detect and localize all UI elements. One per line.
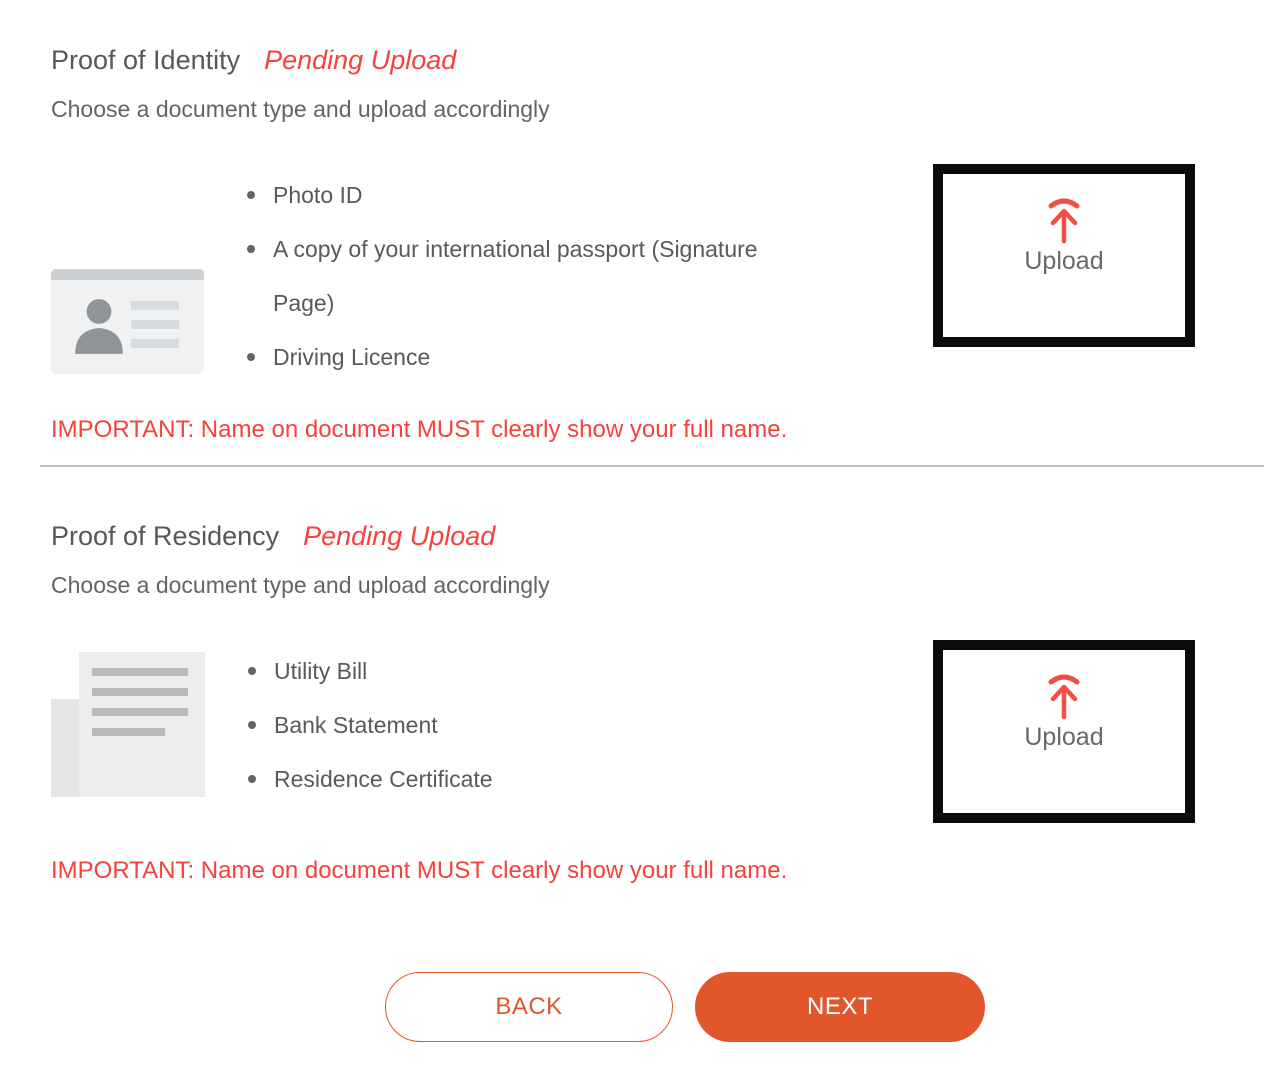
identity-document-list <box>204 168 818 384</box>
section-proof-of-identity <box>0 0 1264 444</box>
upload-label: Upload <box>1024 723 1104 752</box>
section-title: Proof of Residency <box>51 521 280 552</box>
list-item: A copy of your international passport (Signature Page) <box>245 222 818 330</box>
status-pending-upload: Pending Upload <box>303 521 496 552</box>
status-pending-upload: Pending Upload <box>264 45 457 75</box>
residency-content-row <box>51 640 1264 823</box>
next-button[interactable]: NEXT <box>695 972 985 1042</box>
section-subtitle: Choose a document type and upload accordingly <box>51 96 550 123</box>
list-item: Bank Statement <box>246 698 493 752</box>
list-item: Utility Bill <box>246 644 493 698</box>
important-note: IMPORTANT: Name on document MUST clearly show your full name. <box>51 415 788 443</box>
identity-content-row <box>51 164 1264 384</box>
identity-upload-button[interactable] <box>933 164 1195 347</box>
list-item: Residence Certificate <box>246 752 493 806</box>
navigation-button-row <box>0 972 1264 1042</box>
document-text-line <box>92 728 165 736</box>
document-text-line <box>92 668 188 676</box>
person-silhouette-icon <box>68 295 130 359</box>
id-card-icon <box>51 269 204 374</box>
important-note: IMPORTANT: Name on document MUST clearly show your full name. <box>51 857 788 885</box>
upload-arrow-icon <box>1047 196 1081 244</box>
section-header <box>51 521 1264 552</box>
upload-arrow-icon <box>1047 672 1081 720</box>
section-title: Proof of Identity <box>51 45 241 75</box>
residency-document-list <box>205 644 493 806</box>
section-divider <box>40 465 1264 467</box>
document-front-page <box>79 652 205 797</box>
upload-label: Upload <box>1024 246 1104 275</box>
id-card-text-line <box>131 320 179 329</box>
residency-upload-button[interactable] <box>933 640 1195 823</box>
id-card-text-line <box>131 301 179 310</box>
document-text-line <box>92 688 188 696</box>
section-header <box>51 0 1264 76</box>
section-subtitle: Choose a document type and upload accordingly <box>51 572 550 599</box>
document-text-line <box>92 708 188 716</box>
back-button[interactable]: BACK <box>385 972 673 1042</box>
list-item: Photo ID <box>245 168 818 222</box>
section-proof-of-residency <box>0 521 1264 885</box>
list-item: Driving Licence <box>245 330 818 384</box>
id-card-text-line <box>131 339 179 348</box>
residence-document-icon <box>51 652 205 797</box>
id-card-topbar <box>51 269 204 280</box>
